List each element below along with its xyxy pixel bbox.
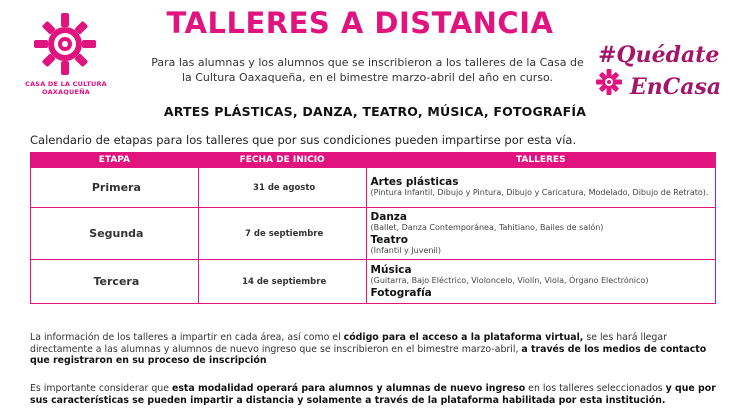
para-bold: esta modalidad operará para alumnos y alumnas de nuevo ingreso xyxy=(171,383,526,394)
etapa-cell: Segunda xyxy=(31,208,199,260)
taller-desc: (Infantil y Juvenil) xyxy=(370,245,441,255)
info-paragraph-2 xyxy=(30,383,720,406)
para-bold: código para el acceso a la plataforma virtual, xyxy=(343,332,584,343)
table-row xyxy=(31,168,716,208)
logo-line-1: CASA DE LA CULTURA xyxy=(25,80,107,88)
etapa-cell: Primera xyxy=(31,168,199,208)
taller-name: Artes plásticas xyxy=(370,176,459,189)
hashtag-line-2: EnCasa xyxy=(630,74,722,100)
talleres-cell xyxy=(366,168,715,208)
talleres-cell xyxy=(366,260,715,304)
taller-desc: (Guitarra, Bajo Eléctrico, Violoncelo, Violín, Viola, Órgano Electrónico) xyxy=(370,276,649,286)
header-fecha: FECHA DE INICIO xyxy=(198,153,366,168)
para-text: se les hará llegar directamente a las alumnas y alumnos de nuevo ingreso que se inscribieron en el bimestre marzo-abril, xyxy=(30,332,667,355)
fecha-cell: 7 de septiembre xyxy=(198,208,366,260)
taller-name: Danza xyxy=(370,211,408,223)
schedule-table xyxy=(30,152,716,304)
para-text: Es importante considerar que xyxy=(30,383,172,394)
flower-ornament-icon xyxy=(592,65,626,99)
hashtag-line-1: #Quédate xyxy=(598,42,720,68)
para-text: La información de los talleres a impartir en cada área, así como el xyxy=(30,332,344,343)
intro-text: Para las alumnas y los alumnos que se inscribieron a los talleres de la Casa de la Cultura Oaxaqueña, en el bimestre marzo-abril del año en curso. xyxy=(151,56,584,84)
taller-name: Fotografía xyxy=(370,286,432,299)
para-text: en los talleres seleccionados xyxy=(525,383,666,394)
taller-desc: (Pintura Infantil, Dibujo y Pintura, Dibujo y Caricatura, Modelado, Dibujo de Retrato). xyxy=(370,188,709,198)
table-header-row xyxy=(31,153,716,168)
quedate-en-casa-logo xyxy=(592,38,732,100)
casa-cultura-logo-icon xyxy=(33,12,97,76)
table-row xyxy=(31,208,716,260)
etapa-cell: Tercera xyxy=(31,260,199,304)
taller-name: Teatro xyxy=(370,233,408,246)
page-title: TALLERES A DISTANCIA xyxy=(166,6,554,40)
logo-line-2: OAXAQUEÑA xyxy=(42,88,90,96)
fecha-cell: 14 de septiembre xyxy=(198,260,366,304)
casa-cultura-logo-text xyxy=(18,80,114,96)
talleres-cell xyxy=(366,208,715,260)
table-row xyxy=(31,260,716,304)
para-bold: y que por sus características se pueden impartir a distancia y solamente a través de la plataforma habilitada por esta institución. xyxy=(30,383,716,406)
header-talleres: TALLERES xyxy=(366,153,715,168)
info-paragraph-1 xyxy=(30,332,720,367)
taller-desc: (Ballet, Danza Contemporánea, Tahitiano, Bailes de salón) xyxy=(370,223,604,232)
header-etapa: ETAPA xyxy=(31,153,199,168)
para-bold: a través de los medios de contacto que registraron en su proceso de inscripción xyxy=(30,343,707,366)
taller-name: Música xyxy=(370,264,412,277)
schedule-caption: Calendario de etapas para los talleres que por sus condiciones pueden impartirse por esta vía. xyxy=(30,133,577,147)
fecha-cell: 31 de agosto xyxy=(198,168,366,208)
areas-list: ARTES PLÁSTICAS, DANZA, TEATRO, MÚSICA, FOTOGRAFÍA xyxy=(163,104,587,119)
